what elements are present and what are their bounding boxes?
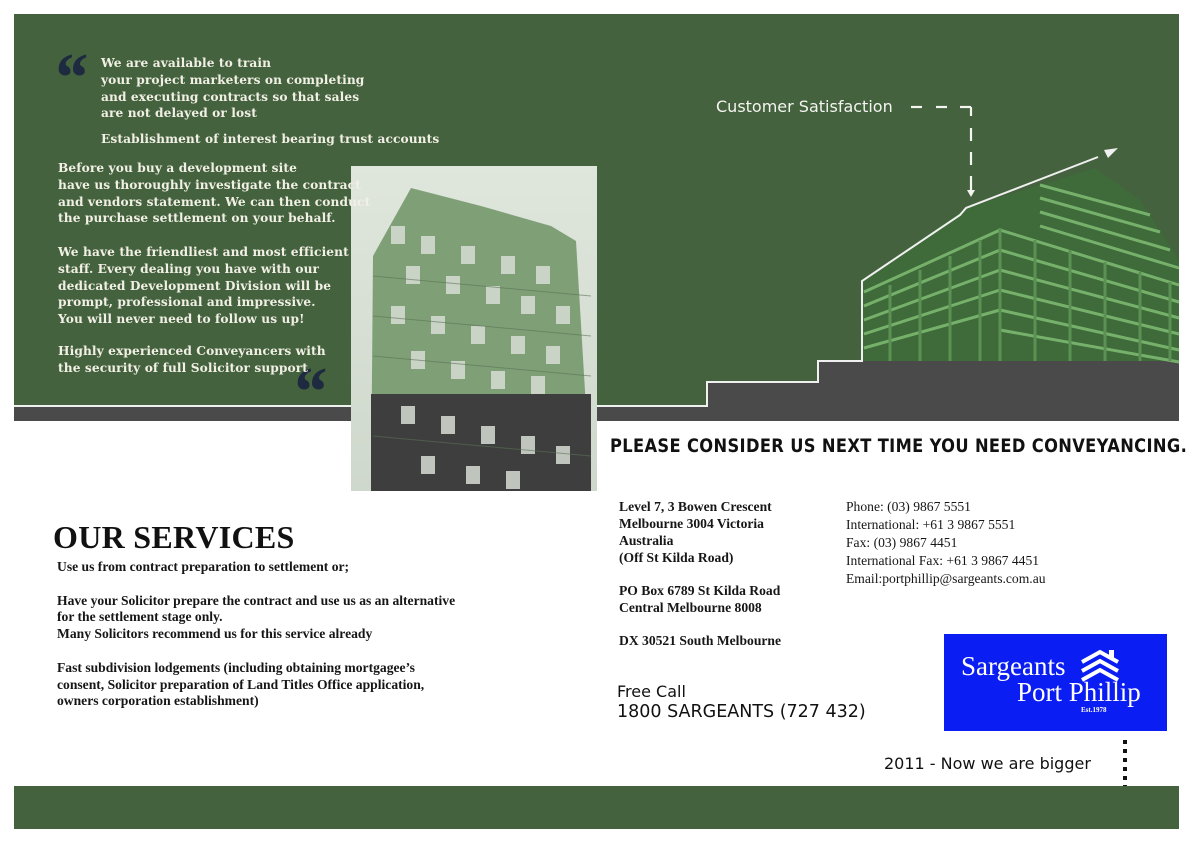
text-line: Before you buy a development site [58, 161, 297, 175]
text-line: You will never need to follow us up! [58, 312, 305, 327]
dashed-connector [911, 107, 971, 192]
service-line: Many Solicitors recommend us for this service already [57, 626, 373, 642]
international-fax-number: International Fax: +61 3 9867 4451 [846, 553, 1040, 568]
text-line: We are available to train [101, 56, 272, 70]
open-quote-icon: “ [52, 40, 87, 117]
sargeants-logo [944, 634, 1167, 731]
free-call-label: Free Call [617, 682, 686, 701]
headline-banner: PLEASE CONSIDER US NEXT TIME YOU NEED CONVEYANCING. [610, 436, 1188, 457]
down-arrow-icon [967, 190, 975, 197]
close-quote-icon: “ [291, 354, 326, 431]
address-block [619, 498, 781, 649]
service-line: Use us from contract preparation to settlement or; [57, 559, 350, 574]
address-line: (Off St Kilda Road) [619, 550, 734, 565]
text-line: Highly experienced Conveyancers with [58, 344, 326, 358]
free-call-number[interactable]: 1800 SARGEANTS (727 432) [617, 702, 866, 722]
friendly-staff-text [58, 244, 349, 328]
free-call-block [617, 681, 866, 723]
logo-est: Est.1978 [1081, 706, 1107, 714]
logo-line-port-phillip: Port Phillip [1017, 677, 1141, 707]
service-line: owners corporation establishment) [57, 693, 259, 709]
service-line: consent, Solicitor preparation of Land Titles Office application, [57, 676, 425, 692]
logo-line-sargeants: Sargeants [961, 651, 1066, 681]
service-line: for the settlement stage only. [57, 609, 223, 625]
po-box-line: Central Melbourne 8008 [619, 600, 762, 615]
service-line: Fast subdivision lodgements (including obtaining mortgagee’s [57, 659, 415, 675]
tagline: 2011 - Now we are bigger [884, 754, 1091, 773]
text-line: dedicated Development Division will be [58, 278, 332, 293]
fax-number: Fax: (03) 9867 4451 [846, 535, 958, 550]
text-line: your project marketers on completing [101, 72, 365, 87]
development-site-text [58, 160, 370, 227]
trust-accounts-line: Establishment of interest bearing trust accounts [101, 132, 440, 147]
email-link[interactable]: Email:portphillip@sargeants.com.au [846, 571, 1046, 586]
phone-number[interactable]: Phone: (03) 9867 5551 [846, 499, 971, 514]
services-title: OUR SERVICES [53, 519, 295, 555]
international-number[interactable]: International: +61 3 9867 5551 [846, 517, 1016, 532]
text-line: prompt, professional and impressive. [58, 295, 316, 310]
contact-block [846, 498, 1046, 588]
services-list [57, 559, 455, 710]
text-line: have us thoroughly investigate the contract [58, 177, 361, 192]
growth-arrow-icon [1104, 148, 1118, 158]
office-building-photo [862, 168, 1179, 362]
text-line: the security of full Solicitor support [58, 360, 309, 375]
conveyancers-text [58, 343, 326, 377]
text-line: the purchase settlement on your behalf. [58, 211, 336, 226]
service-line: Have your Solicitor prepare the contract and use us as an alternative [57, 592, 456, 608]
intro-training-text [101, 55, 439, 148]
text-line: and vendors statement. We can then conduct [58, 194, 371, 209]
dx-line: DX 30521 South Melbourne [619, 633, 782, 648]
footer-green-bar [14, 786, 1179, 829]
text-line: staff. Every dealing you have with our [58, 261, 320, 276]
tower-building-photo [351, 166, 597, 491]
po-box-line: PO Box 6789 St Kilda Road [619, 583, 781, 598]
address-line: Australia [619, 533, 674, 548]
dotted-connector [1122, 738, 1130, 790]
text-line: are not delayed or lost [101, 106, 257, 121]
address-line: Level 7, 3 Bowen Crescent [619, 499, 772, 514]
text-line: and executing contracts so that sales [101, 89, 360, 104]
text-line: We have the friendliest and most efficient [58, 245, 349, 259]
address-line: Melbourne 3004 Victoria [619, 516, 764, 531]
customer-satisfaction-label: Customer Satisfaction [716, 97, 893, 116]
